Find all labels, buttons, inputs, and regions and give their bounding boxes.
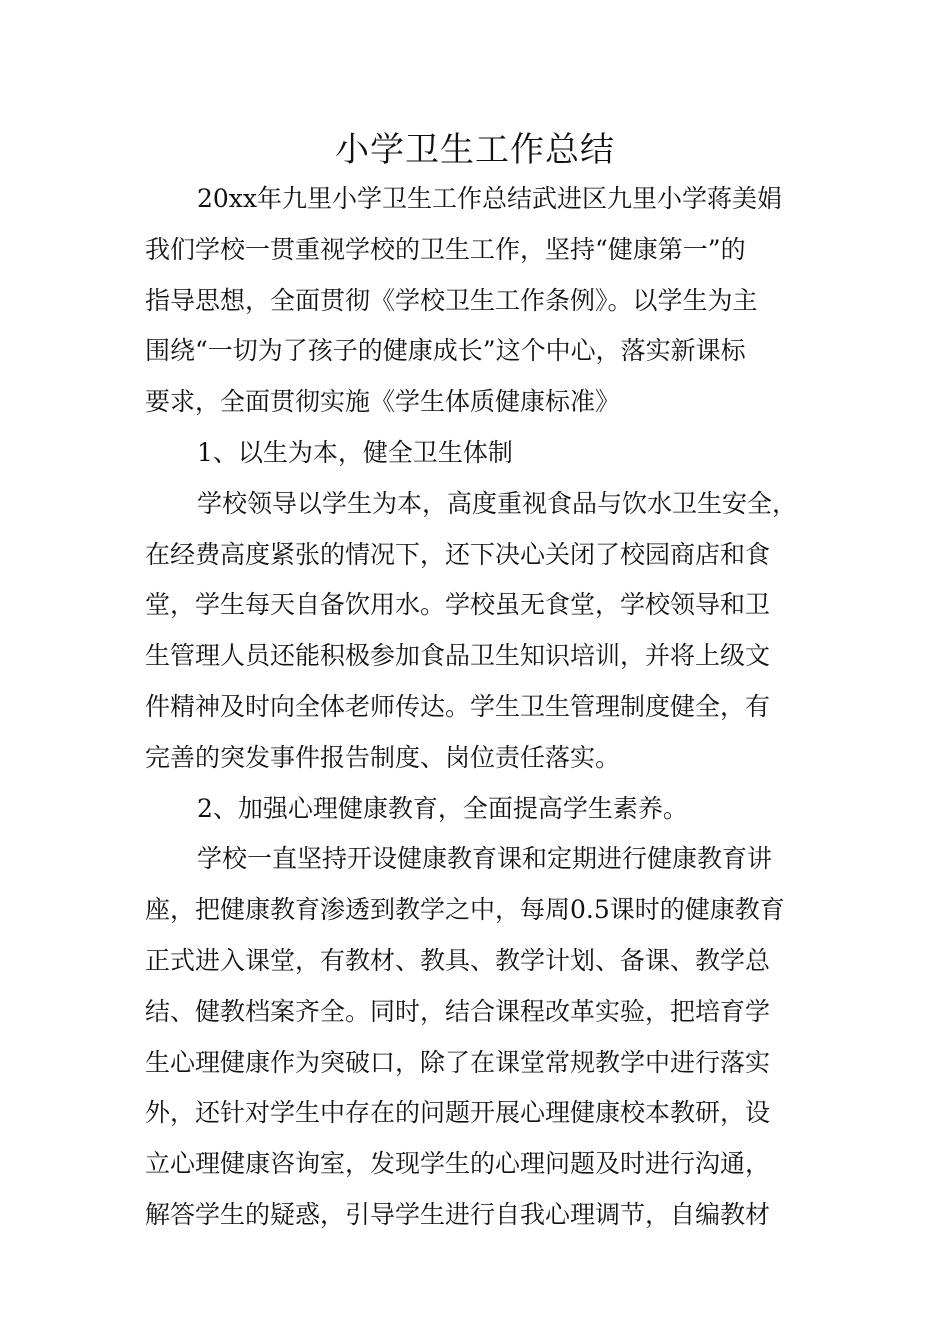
body-line: 堂，学生每天自备饮用水。学校虽无食堂，学校领导和卫 — [145, 590, 771, 620]
body-line: 学校领导以学生为本，高度重视食品与饮水卫生安全， — [197, 488, 798, 518]
body-line: 完善的突发事件报告制度、岗位责任落实。 — [145, 742, 621, 772]
body-line: 20xx年九里小学卫生工作总结武进区九里小学蒋美娟 — [197, 184, 783, 213]
body-line: 要求，全面贯彻实施《学生体质健康标准》 — [145, 387, 621, 417]
body-line: 结、健教档案齐全。同时，结合课程改革实验，把培育学 — [145, 996, 771, 1026]
body-line: 指导思想，全面贯彻《学校卫生工作条例》。以学生为主 — [145, 285, 758, 315]
body-line: 生管理人员还能积极参加食品卫生知识培训，并将上级文 — [145, 641, 771, 671]
section-heading: 1、以生为本，健全卫生体制 — [197, 437, 513, 467]
document-title: 小学卫生工作总结 — [335, 130, 615, 170]
body-line: 件精神及时向全体老师传达。学生卫生管理制度健全，有 — [145, 691, 771, 721]
body-line: 座，把健康教育渗透到教学之中，每周0.5课时的健康教育 — [145, 895, 785, 925]
body-line: 学校一直坚持开设健康教育课和定期进行健康教育讲 — [197, 844, 773, 874]
body-line: 生心理健康作为突破口，除了在课堂常规教学中进行落实 — [145, 1047, 771, 1077]
body-line: 围绕“一切为了孩子的健康成长”这个中心，落实新课标 — [145, 336, 746, 366]
section-heading: 2、加强心理健康教育，全面提高学生素养。 — [197, 793, 688, 823]
body-line: 正式进入课堂，有教材、教具、教学计划、备课、教学总 — [145, 945, 771, 975]
body-line: 立心理健康咨询室，发现学生的心理问题及时进行沟通， — [145, 1149, 771, 1179]
body-line: 在经费高度紧张的情况下，还下决心关闭了校园商店和食 — [145, 539, 771, 569]
body-line: 外，还针对学生中存在的问题开展心理健康校本教研，设 — [145, 1098, 771, 1128]
body-line: 解答学生的疑惑，引导学生进行自我心理调节，自编教材 — [145, 1199, 771, 1229]
document-body — [145, 174, 817, 1241]
body-line: 我们学校一贯重视学校的卫生工作，坚持“健康第一”的 — [145, 234, 746, 264]
